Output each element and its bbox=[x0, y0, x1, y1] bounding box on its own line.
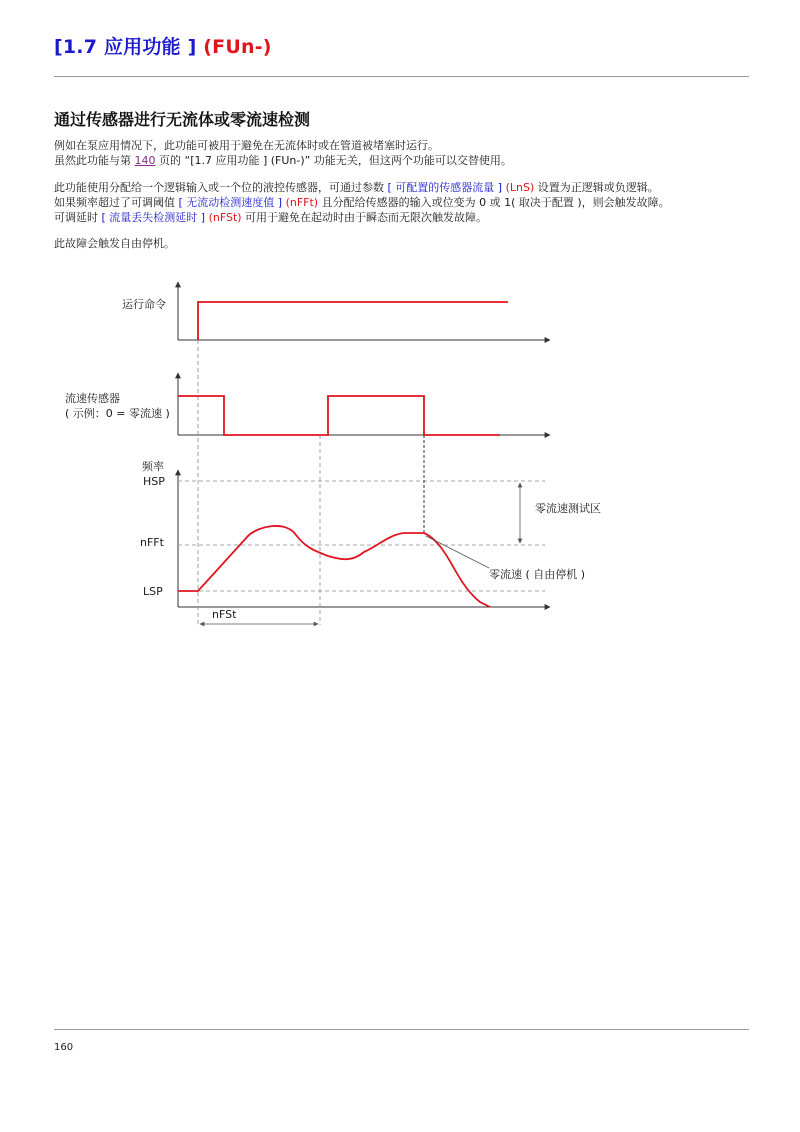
param-line-2-text-b: 且分配给传感器的输入或位变为 0 或 1( 取决于配置 )，则会触发故障。 bbox=[318, 196, 670, 209]
param-line-2-text-a: 如果频率超过了可调阈值 bbox=[54, 196, 179, 209]
lns-code: (LnS) bbox=[502, 181, 535, 194]
zero-flow-leader-line bbox=[426, 536, 489, 568]
lsp-label: LSP bbox=[143, 585, 163, 598]
nfft-label: nFFt bbox=[140, 536, 164, 549]
flow-sensor-example-label: ( 示例：0 = 零流速 ) bbox=[65, 407, 170, 420]
hsp-label: HSP bbox=[143, 475, 165, 488]
flow-sensor-label: 流速传感器 bbox=[65, 392, 120, 405]
nfst-code: (nFSt) bbox=[205, 211, 242, 224]
section-title: 通过传感器进行无流体或零流速检测 bbox=[54, 110, 311, 129]
flow-sensor-signal bbox=[178, 396, 500, 435]
param-line-1-text-a: 此功能使用分配给一个逻辑输入或一个位的液控传感器，可通过参数 bbox=[54, 181, 388, 194]
frequency-label: 频率 bbox=[142, 460, 164, 473]
page-reference-link[interactable]: 140 bbox=[134, 154, 156, 167]
nfft-parameter-link[interactable]: [ 无流动检测速度值 ] bbox=[178, 196, 283, 209]
header-title-code: (FUn-) bbox=[203, 36, 272, 58]
run-command-axes bbox=[178, 282, 550, 340]
frequency-axes bbox=[178, 470, 550, 607]
nfst-label: nFSt bbox=[212, 608, 237, 621]
page-number: 160 bbox=[54, 1042, 74, 1053]
fault-line: 此故障会触发自由停机。 bbox=[54, 237, 175, 250]
run-command-label: 运行命令 bbox=[122, 298, 166, 311]
zero-flow-freewheel-label: 零流速 ( 自由停机 ) bbox=[489, 568, 586, 581]
header-title-prefix: [1.7 应用功能 ] bbox=[54, 36, 197, 58]
run-command-signal bbox=[198, 302, 508, 340]
footer-divider bbox=[54, 1029, 749, 1030]
param-line-3-text-b: 可用于避免在起动时由于瞬态而无限次触发故障。 bbox=[241, 211, 488, 224]
intro-line-2-text-b: 页的 “[1.7 应用功能 ] (FUn-)” 功能无关，但这两个功能可以交替使用。 bbox=[155, 154, 512, 167]
nfst-parameter-link[interactable]: [ 流量丢失检测延时 ] bbox=[101, 211, 206, 224]
param-line-3-text-a: 可调延时 bbox=[54, 211, 102, 224]
guide-lines bbox=[178, 340, 545, 625]
nfft-code: (nFFt) bbox=[282, 196, 319, 209]
lns-parameter-link[interactable]: [ 可配置的传感器流量 ] bbox=[387, 181, 503, 194]
zero-flow-test-zone-label: 零流速测试区 bbox=[535, 502, 601, 515]
flow-sensor-axes bbox=[178, 373, 550, 435]
param-line-1-text-b: 设置为正逻辑或负逻辑。 bbox=[534, 181, 659, 194]
frequency-signal bbox=[178, 526, 490, 607]
intro-line-1: 例如在泵应用情况下，此功能可被用于避免在无流体时或在管道被堵塞时运行。 bbox=[54, 139, 439, 152]
intro-line-2-text-a: 虽然此功能与第 bbox=[54, 154, 135, 167]
